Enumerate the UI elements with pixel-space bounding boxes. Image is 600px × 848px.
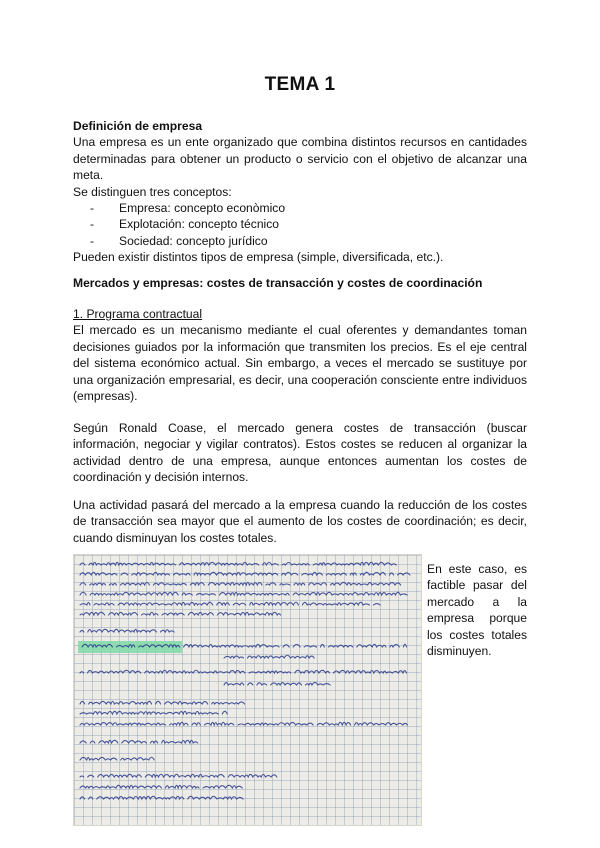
handwriting-line-0	[80, 562, 396, 565]
handwriting-line-10	[224, 682, 330, 685]
handwriting-line-13	[80, 722, 407, 725]
paragraph: El mercado es un mecanismo mediante el cual oferentes y demandantes toman decisiones guiados por la información que transmiten los precios. Es el eje central del sistema económico actual. Sin embargo, a veces el mercado se sustituye por una organización empresarial, es decir, una cooperación consciente entre individuos (empresas).	[73, 323, 527, 404]
section-heading: Definición de empresa	[73, 119, 203, 133]
handwriting-line-3	[80, 592, 407, 595]
paragraph: Se distinguen tres conceptos:	[73, 184, 232, 199]
handwriting-line-12	[80, 711, 227, 714]
handwriting-line-8	[224, 655, 314, 658]
page-title: TEMA 1	[264, 74, 336, 95]
list-item: - Explotación: concepto técnico	[90, 216, 527, 232]
handwriting-drawing	[74, 555, 421, 825]
section-definicion	[73, 118, 527, 266]
handwriting-line-9	[80, 670, 407, 673]
section-mercados	[73, 306, 527, 404]
side-note: En este caso, es factible pasar del mercado a la empresa porque los costes totales disminuyen.	[427, 562, 527, 659]
handwriting-line-2	[80, 582, 405, 585]
handwriting-line-4	[80, 602, 380, 605]
handwriting-line-1	[80, 572, 410, 575]
subheading: 1. Programa contractual	[73, 307, 203, 321]
paragraph: Pueden existir distintos tipos de empresa (simple, diversificada, etc.).	[73, 250, 444, 265]
highlight-mark	[78, 641, 182, 653]
list-item: - Empresa: concepto econòmico	[90, 200, 527, 216]
paragraph: Una actividad pasará del mercado a la empresa cuando la reducción de los costes de transacción sea mayor que el aumento de los costes de coordinación; es decir, cuando disminuyan los costes totales.	[73, 498, 527, 545]
paragraph: Según Ronald Coase, el mercado genera costes de transacción (buscar información, negociar y vigilar contratos). Estos costes se reducen al organizar la actividad dentro de una empresa, aunque entonces aumentan los costes de coordinación y decisión internos.	[73, 421, 527, 485]
handwriting-line-6	[80, 629, 174, 632]
handwriting-line-14	[80, 740, 202, 743]
section-heading: Mercados y empresas: costes de transacción y costes de coordinación	[73, 276, 483, 290]
handwriting-line-11	[80, 701, 245, 704]
handwriting-line-18	[80, 796, 247, 799]
concept-list	[73, 200, 527, 249]
handwriting-line-16	[80, 774, 277, 777]
handwriting-line-17	[80, 785, 246, 788]
list-item: - Sociedad: concepto jurídico	[90, 233, 527, 249]
handwriting-line-5	[80, 612, 285, 615]
paragraph: Una empresa es un ente organizado que combina distintos recursos en cantidades determinadas para obtener un producto o servicio con el objetivo de alcanzar una meta.	[73, 135, 527, 183]
handwritten-notes-photo	[73, 554, 422, 826]
handwriting-line-15	[80, 757, 154, 760]
